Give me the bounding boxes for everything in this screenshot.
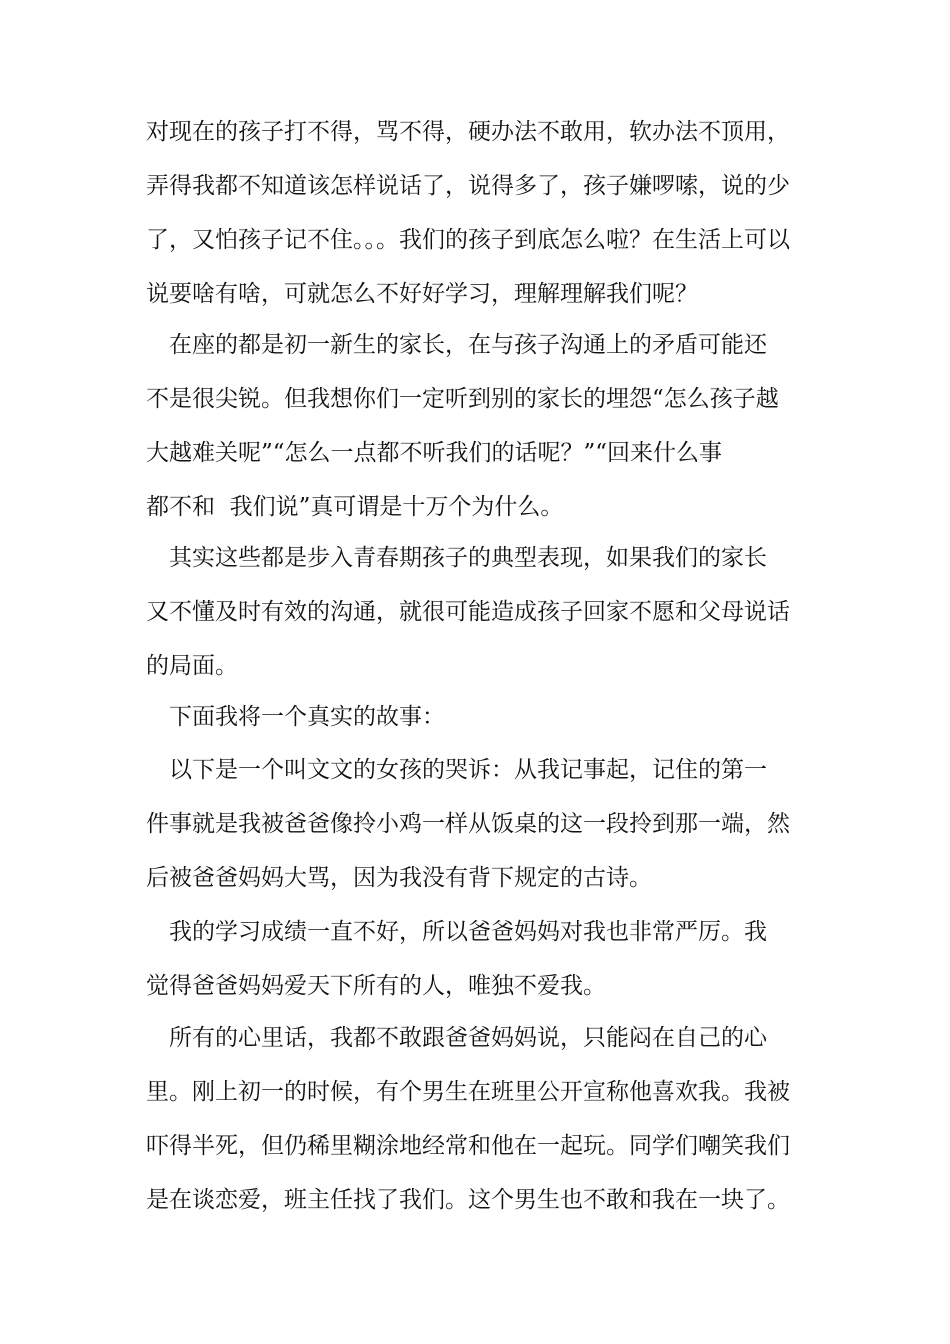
text-line: 对现在的孩子打不得，骂不得，硬办法不敢用，软办法不顶用， [146, 119, 790, 145]
text-line: 的局面。 [146, 653, 238, 679]
text-line: 说要啥有啥，可就怎么不好好学习，理解理解我们呢？ [146, 281, 698, 307]
text-line: 吓得半死，但仍稀里糊涂地经常和他在一起玩。同学们嘲笑我们 [146, 1133, 790, 1159]
paragraph-2 [146, 318, 826, 534]
text-line: 后被爸爸妈妈大骂，因为我没有背下规定的古诗。 [146, 865, 652, 891]
paragraph-7 [146, 1011, 826, 1227]
text-line: 觉得爸爸妈妈爱天下所有的人，唯独不爱我。 [146, 973, 606, 999]
text-line: 我的学习成绩一直不好，所以爸爸妈妈对我也非常严厉。我 [146, 919, 767, 945]
paragraph-5 [146, 743, 826, 905]
paragraph-4 [146, 690, 826, 744]
text-line: 了，又怕孩子记不住。。。我们的孩子到底怎么啦？在生活上可以 [146, 227, 790, 253]
paragraph-3 [146, 531, 826, 693]
paragraph-1 [146, 105, 826, 321]
text-line: 里。刚上初一的时候，有个男生在班里公开宣称他喜欢我。我被 [146, 1079, 790, 1105]
text-line: 所有的心里话，我都不敢跟爸爸妈妈说，只能闷在自己的心 [146, 1025, 767, 1051]
text-line: 又不懂及时有效的沟通，就很可能造成孩子回家不愿和父母说话 [146, 599, 790, 625]
text-line: 不是很尖锐。但我想你们一定听到别的家长的埋怨“怎么孩子越 [146, 386, 779, 412]
text-line: 是在谈恋爱，班主任找了我们。这个男生也不敢和我在一块了。 [146, 1187, 790, 1213]
text-line: 弄得我都不知道该怎样说话了，说得多了，孩子嫌啰嗦，说的少 [146, 173, 790, 199]
text-line: 下面我将一个真实的故事： [146, 704, 445, 730]
text-line: 在座的都是初一新生的家长，在与孩子沟通上的矛盾可能还 [146, 332, 767, 358]
text-line: 件事就是我被爸爸像拎小鸡一样从饭桌的这一段拎到那一端，然 [146, 811, 790, 837]
text-line: 都不和 我们说”真可谓是十万个为什么。 [146, 494, 564, 520]
text-line: 以下是一个叫文文的女孩的哭诉：从我记事起，记住的第一 [146, 757, 767, 783]
text-line: 其实这些都是步入青春期孩子的典型表现，如果我们的家长 [146, 545, 767, 571]
paragraph-6 [146, 905, 826, 1013]
text-line: 大越难关呢”“怎么一点都不听我们的话呢？”“回来什么事 [146, 440, 723, 466]
